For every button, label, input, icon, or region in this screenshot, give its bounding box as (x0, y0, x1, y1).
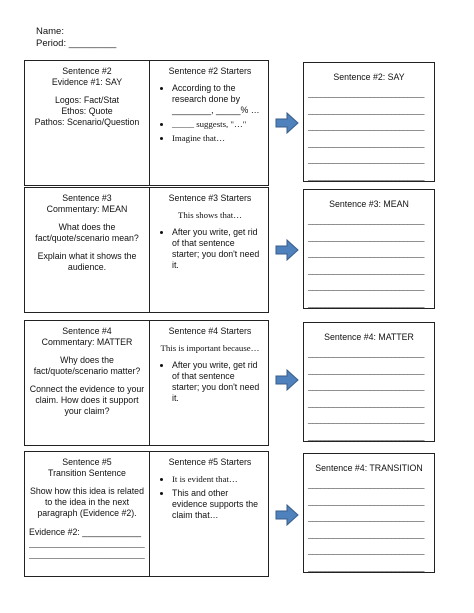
pathos-line: Pathos: Scenario/Question (34, 117, 140, 127)
write-line: ____________________________ (308, 546, 425, 555)
period-label: Period: _________ (36, 38, 117, 49)
write-line: ____________________________ (308, 529, 425, 539)
write-line: ____________________________ (308, 171, 425, 181)
starter-bullet: • After you write, get rid of that sentence starter; you don't need it. (172, 227, 264, 271)
starter-phrase: This is important because… (160, 343, 260, 353)
write-line: ____________________________ (308, 382, 425, 391)
evidence-2-line: __________________________ (29, 550, 145, 559)
row-mean-starters (150, 188, 268, 312)
row-matter-starters (150, 321, 268, 445)
write-line: ____________________________ (308, 232, 425, 242)
sentence-number: Sentence #5 (62, 457, 112, 467)
write-line: ____________________________ (308, 89, 425, 98)
prompt-instruction: Connect the evidence to your claim. How does it support your claim? (29, 384, 145, 416)
starter-bullet: • After you write, get rid of that sentence starter; you don't need it. (172, 360, 264, 404)
right-arrow-icon (275, 112, 299, 134)
starter-phrase: This shows that… (177, 210, 243, 220)
starters-title: Sentence #4 Starters (168, 326, 252, 336)
sentence-role: Commentary: MEAN (46, 204, 128, 214)
write-line: ____________________________ (308, 265, 425, 275)
right-arrow-icon (275, 239, 299, 261)
sentence-role: Transition Sentence (48, 468, 126, 478)
write-line: ____________________________ (308, 155, 425, 164)
prompt-instruction: Show how this idea is related to the idea in the next paragraph (Evidence #2). (30, 486, 144, 518)
row-say-left-box (24, 60, 269, 186)
sentence-number: Sentence #2 (62, 66, 112, 76)
row-say-write-box[interactable] (303, 62, 435, 182)
row-transition-starters (150, 452, 268, 576)
row-mean-left-box (24, 187, 269, 313)
row-transition-left-box (24, 451, 269, 577)
write-line: ____________________________ (308, 122, 425, 131)
starter-bullet: • This and other evidence supports the claim that… (172, 488, 264, 521)
write-box-title: Sentence #2: SAY (333, 72, 405, 82)
row-matter-write-box[interactable] (303, 322, 435, 442)
row-say-description (25, 61, 150, 185)
sentence-role: Commentary: MATTER (41, 337, 133, 347)
write-box-title: Sentence #4: TRANSITION (315, 463, 423, 473)
write-line: ____________________________ (308, 298, 425, 308)
write-line: ____________________________ (308, 282, 425, 291)
sentence-number: Sentence #3 (62, 193, 112, 203)
right-arrow-icon (275, 369, 299, 391)
prompt-instruction: Explain what it shows the audience. (37, 251, 137, 272)
prompt-question: Why does the fact/quote/scenario matter? (33, 355, 141, 376)
name-label: Name: (36, 26, 64, 37)
evidence-2-label: Evidence #2: ____________ (29, 527, 142, 537)
starters-title: Sentence #2 Starters (168, 66, 252, 76)
starters-title: Sentence #3 Starters (168, 193, 252, 203)
sentence-role: Evidence #1: SAY (51, 77, 123, 87)
starter-bullet: • According to the research done by ________, _____% … (172, 83, 264, 116)
starter-bullet: • It is evident that… (172, 474, 264, 485)
row-transition-description (25, 452, 150, 576)
prompt-question: What does the fact/quote/scenario mean? (35, 222, 139, 243)
write-line: ____________________________ (308, 562, 425, 572)
student-header (36, 26, 116, 50)
write-line: ____________________________ (308, 398, 425, 408)
write-box-title: Sentence #3: MEAN (329, 199, 409, 209)
row-matter-description (25, 321, 150, 445)
ethos-line: Ethos: Quote (61, 106, 113, 116)
evidence-2-line: __________________________ (29, 539, 145, 548)
write-line: ____________________________ (308, 138, 425, 148)
write-line: ____________________________ (308, 431, 425, 441)
write-line: ____________________________ (308, 513, 425, 522)
write-line: ____________________________ (308, 349, 425, 358)
right-arrow-icon (275, 504, 299, 526)
starter-bullet: • _____ suggests, "…" (172, 119, 264, 130)
logos-line: Logos: Fact/Stat (54, 95, 120, 105)
starter-bullet: • Imagine that… (172, 133, 264, 144)
row-mean-write-box[interactable] (303, 189, 435, 309)
row-matter-left-box (24, 320, 269, 446)
sentence-number: Sentence #4 (62, 326, 112, 336)
write-line: ____________________________ (308, 249, 425, 258)
row-say-starters (150, 61, 268, 185)
write-line: ____________________________ (308, 415, 425, 424)
row-mean-description (25, 188, 150, 312)
write-line: ____________________________ (308, 216, 425, 225)
row-transition-write-box[interactable] (303, 453, 435, 573)
write-line: ____________________________ (308, 105, 425, 115)
write-line: ____________________________ (308, 365, 425, 375)
starters-title: Sentence #5 Starters (168, 457, 252, 467)
write-box-title: Sentence #4: MATTER (324, 332, 414, 342)
write-line: ____________________________ (308, 496, 425, 506)
write-line: ____________________________ (308, 480, 425, 489)
